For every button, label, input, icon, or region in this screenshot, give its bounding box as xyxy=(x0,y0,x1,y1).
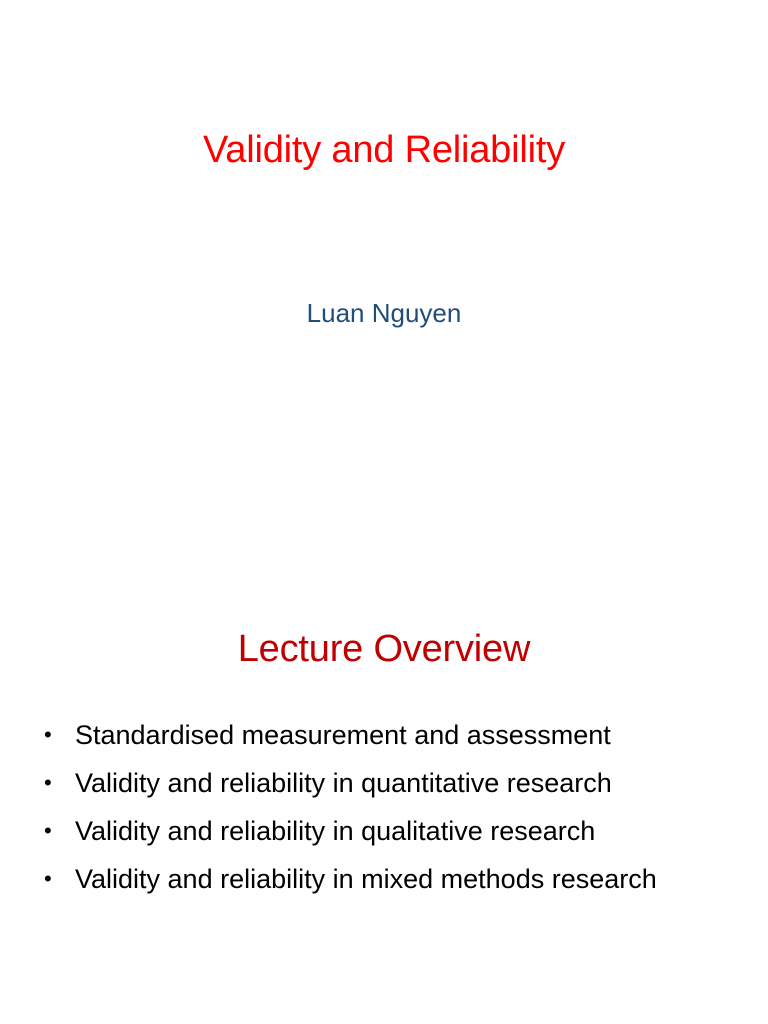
author-name: Luan Nguyen xyxy=(306,298,462,328)
bullet-text: Standardised measurement and assessment xyxy=(75,720,611,750)
bullet-dot-icon: • xyxy=(44,818,52,843)
bullet-text: Validity and reliability in qualitative research xyxy=(75,816,596,846)
overview-bullet-item xyxy=(44,859,744,899)
overview-title: Lecture Overview xyxy=(237,628,531,670)
bullet-dot-icon: • xyxy=(44,866,52,891)
overview-bullet-item xyxy=(44,811,744,851)
overview-bullet-item xyxy=(44,763,744,803)
bullet-dot-icon: • xyxy=(44,770,52,795)
overview-bullet-list xyxy=(44,715,744,907)
bullet-text: Validity and reliability in quantitative research xyxy=(75,768,612,798)
presentation-title: Validity and Reliability xyxy=(202,129,565,171)
overview-bullet-item xyxy=(44,715,744,755)
overview-slide xyxy=(0,512,768,1024)
bullet-text: Validity and reliability in mixed methods research xyxy=(75,864,657,894)
bullet-dot-icon: • xyxy=(44,722,52,747)
